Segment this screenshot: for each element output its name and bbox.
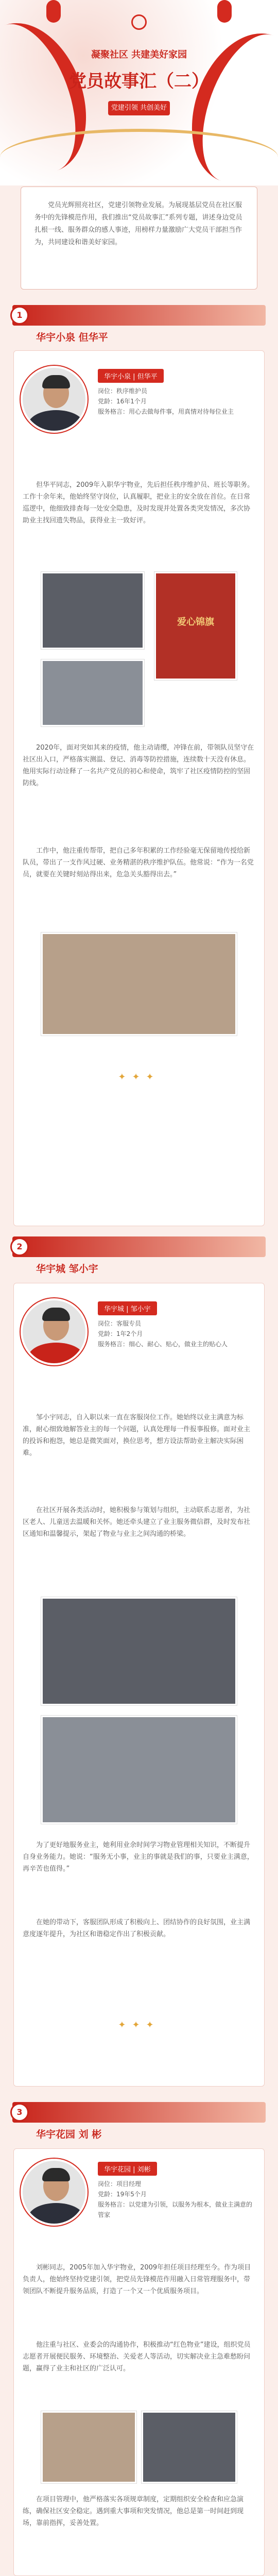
section-header-3 [0,2102,278,2140]
profile-line: 党龄：1年2个月 [98,1330,143,1337]
section-number: 1 [10,306,29,325]
intro-text: 党员光辉照亮社区，党建引领物业发展。为展现基层党员在社区服务中的先锋模范作用，我们推出“党员故事汇”系列专题，讲述身边党员扎根一线、服务群众的感人事迹，用榜样力量激励广大党员干部担当作为，共同建设和谐美好家园。 [34,201,242,246]
header-banner [0,0,278,185]
photo-group [41,1597,237,1705]
section-name: 华宇城 邹小宇 [36,1263,98,1275]
profile-info [98,2162,252,2239]
story-paragraph: 在社区开展各类活动时，她积极参与策划与组织，主动联系志愿者，为社区老人、儿童送去温暖和关怀。她还牵头建立了业主服务微信群，及时发布社区通知和温馨提示，架起了物业与业主之间沟通的桥梁。 [23,1506,251,1538]
avatar [21,366,88,433]
avatar [21,1298,88,1365]
section-name: 华宇花园 刘 彬 [36,2129,102,2140]
profile-line: 党龄：16年1个月 [98,398,147,405]
section-header-2 [0,1236,278,1275]
photo-activity [41,1716,237,1824]
intro-card [21,187,257,290]
story-paragraph: 但华平同志，2009年入职华宇物业，先后担任秩序维护员、班长等职务。工作十余年来，他始终坚守岗位，认真履职，把业主的安全放在首位。在日常巡逻中，他细致排查每一处安全隐患，及时发现并处置各类突发情况，多次协助业主找回遗失物品，获得业主一致好评。 [23,481,254,524]
profile-line: 岗位：秩序维护员 [98,387,148,395]
page-title: 党员故事汇（二） [69,71,209,92]
section-name: 华宇小泉 但华平 [36,332,108,343]
profile-line: 岗位：客服专员 [98,1320,142,1327]
profile-line: 党龄：19年5个月 [98,2191,147,2198]
dove-decoration: ✦✦✦ [118,2020,160,2030]
profile-tag: 华宇小泉 | 但华平 [98,369,164,383]
photo-meeting [41,2411,136,2483]
profile-2 [21,1298,257,1391]
story-paragraph: 工作中，他注重传帮带，把自己多年积累的工作经验毫无保留地传授给新队员，带出了一支作风过硬、业务精湛的秩序维护队伍。他常说：“作为一名党员，就要在关键时刻站得出来，危急关头豁得出去。” [23,847,254,878]
header-subtitle: 凝聚社区 共建美好家园 [91,49,187,60]
story-paragraph: 为了更好地服务业主，她利用业余时间学习物业管理相关知识，不断提升自身业务能力。她说：“服务无小事，业主的事就是我们的事，只要业主满意，再辛苦也值得。” [23,1841,254,1873]
profile-line: 服务格言：用心去做每件事，用真情对待每位业主 [98,408,234,415]
profile-1 [21,366,257,459]
story-paragraph: 他注重与社区、业委会的沟通协作，积极推动“红色物业”建设，组织党员志愿者开展便民服务、环境整治、关爱老人等活动，切实解决业主急难愁盼问题，赢得了业主和社区的广泛认可。 [23,2341,251,2372]
lantern-icon [217,0,232,23]
avatar [21,2159,88,2226]
profile-tag: 华宇花园 | 刘彬 [98,2162,157,2176]
photo-inspection [142,2411,237,2483]
photo-banner: 爱心锦旗 [154,572,237,680]
profile-line: 服务格言：以党建为引领，以服务为根本，做业主满意的管家 [98,2201,253,2218]
story-paragraph: 刘彬同志，2005年加入华宇物业，2009年担任项目经理至今。作为项目负责人，他始终坚持党建引领，把党员先锋模范作用融入日常管理服务中，带领团队不断提升服务品质，打造了一个又一个优质服务项目。 [23,2264,251,2295]
profile-tag: 华宇城 | 邹小宇 [98,1301,157,1315]
gold-curve-decoration [0,129,278,185]
section-number: 3 [10,2103,29,2122]
header-badge: 党建引领 共创美好 [108,101,170,115]
story-paragraph: 在项目管理中，他严格落实各项规章制度，定期组织安全检查和应急演练，确保社区安全稳定。遇到重大事项和突发情况，他总是第一时间赶到现场，靠前指挥，妥善处置。 [23,2496,244,2527]
section-number: 2 [10,1238,29,1256]
profile-line: 服务格言：细心、耐心、贴心，做业主的贴心人 [98,1341,228,1348]
profile-line: 岗位：项目经理 [98,2180,142,2188]
dove-decoration: ✦✦✦ [118,1072,160,1082]
profile-info [98,369,252,446]
photo-event [41,933,237,1036]
story-paragraph: 2020年，面对突如其来的疫情，他主动请缨，冲锋在前，带领队员坚守在社区出入口，严格落实测温、登记、消毒等防控措施，连续数十天没有休息。他用实际行动诠释了一名共产党员的初心和使命，筑牢了社区疫情防控的坚固防线。 [23,744,254,787]
story-paragraph: 邹小宇同志，自入职以来一直在客服岗位工作。她始终以业主满意为标准，耐心细致地解答业主的每一个问题，认真处理每一件报事报修。面对业主的投诉和抱怨，她总是微笑面对，换位思考，想方设法帮助业主解决实际困难。 [23,1414,251,1457]
profile-info [98,1301,252,1379]
photo-team [41,572,144,649]
story-paragraph: 在她的带动下，客服团队形成了积极向上、团结协作的良好氛围，业主满意度逐年提升，为社区和谐稳定作出了积极贡献。 [23,1919,251,1938]
profile-3 [21,2159,257,2251]
lantern-icon [46,0,61,23]
photo-work [41,659,144,726]
party-emblem-icon [131,14,147,30]
section-header-1 [0,305,278,343]
